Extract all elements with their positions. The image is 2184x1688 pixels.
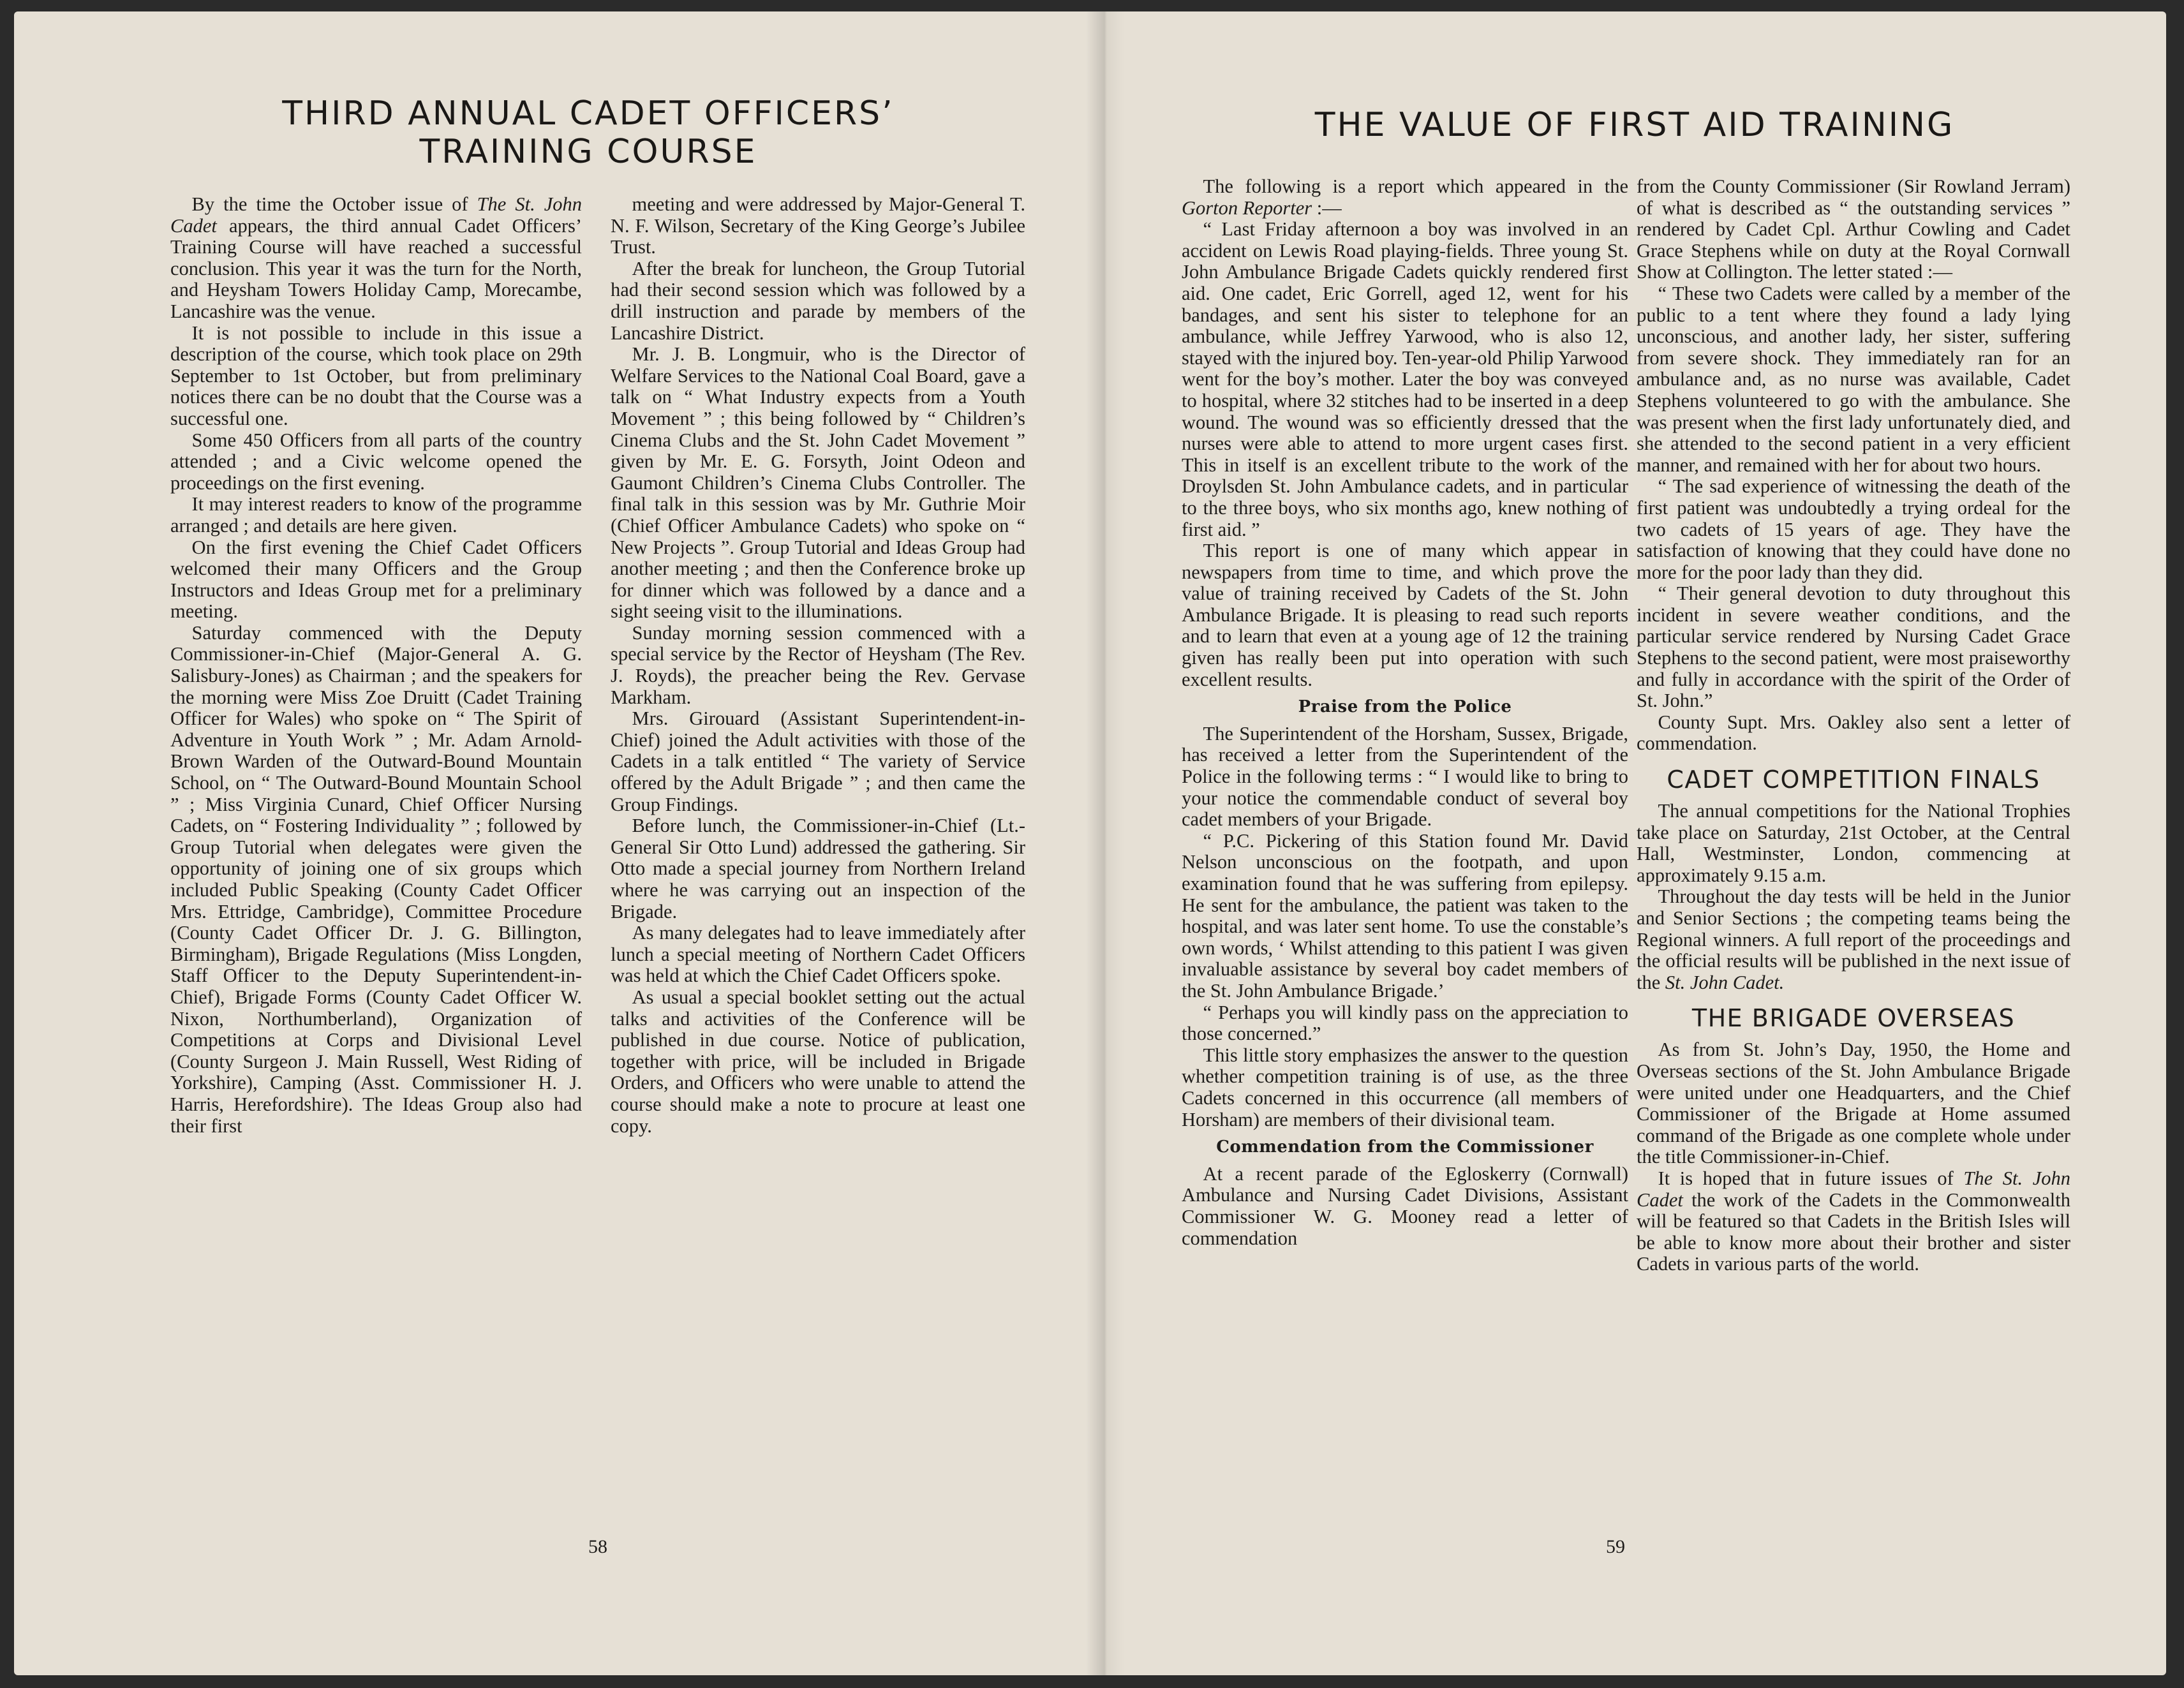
paragraph: “ Last Friday afternoon a boy was involved in an accident on Lewis Road playing-fields. Three young St. John Ambulance Brigade Cadets quickly rendered first aid. One cadet, Eric Gorrell, aged 12, went for his bandages, and sent his sister to telephone for an ambulance, while Jeffrey Yarwood, who is also 12, stayed with the injured boy. Ten-year-old Philip Yarwood went for the boy’s mother. Later the boy was conveyed to hospital, where 32 stitches had to be inserted in a deep wound. The wound was so efficiently dressed that the nurses were able to attend to more urgent cases first. This in itself is an excellent tribute to the work of the Droylsden St. John Ambulance cadets, and in particular to the three boys, who six months ago, knew nothing of first aid. ”: [1182, 218, 1628, 540]
right-page: [1102, 11, 2166, 1675]
paragraph: County Supt. Mrs. Oakley also sent a letter of commendation.: [1637, 711, 2070, 755]
section-heading: THE BRIGADE OVERSEAS: [1691, 1004, 2016, 1033]
right-page-title: THE VALUE OF FIRST AID TRAINING: [1314, 106, 1955, 144]
paragraph: Saturday commenced with the Deputy Commissioner-in-Chief (Major-General A. G. Salisbury-Jones) as Chairman ; and the speakers for the morning were Miss Zoe Druitt (Cadet Training Officer for Wales) who spoke on “ The Spirit of Adventure in Youth Work ” ; Mr. Adam Arnold-Brown Warden of the Outward-Bound Mountain School, on “ The Outward-Bound Mountain School ” ; Miss Virginia Cunard, Chief Officer Nursing Cadets, on “ Fostering Individuality ” ; followed by Group Tutorial when delegates were given the opportunity of joining one of six groups which included Public Speaking (County Cadet Officer Mrs. Ettridge, Cambridge), Committee Procedure (County Cadet Officer Dr. J. G. Billington, Birmingham), Brigade Regulations (Miss Longden, Staff Officer to the Deputy Superintendent-in-Chief), Brigade Forms (County Cadet Officer W. Nixon, Northumberland), Organization of Competitions at Corps and Divisional Level (County Surgeon J. Main Russell, West Riding of Yorkshire), Camping (Asst. Commissioner H. J. Harris, Herefordshire). The Ideas Group also had their first: [170, 621, 582, 1137]
paragraph: “ The sad experience of witnessing the death of the first patient was undoubtedly a trying ordeal for the two cadets of 15 years of age. They have the satisfaction of knowing that they could have done no more for the poor lady than they did.: [1637, 475, 2070, 583]
italic-title: The St. John Cadet: [170, 193, 583, 237]
paragraph: Some 450 Officers from all parts of the country attended ; and a Civic welcome opened the proceedings on the first evening.: [170, 429, 582, 494]
paragraph: At a recent parade of the Egloskerry (Cornwall) Ambulance and Nursing Cadet Divisions, Assistant Commissioner W. G. Mooney read a letter of commendation: [1182, 1162, 1628, 1249]
italic-title: Gorton Reporter: [1182, 196, 1312, 219]
section-heading: CADET COMPETITION FINALS: [1667, 766, 2040, 794]
left-title-line-1: THIRD ANNUAL CADET OFFICERS’: [282, 94, 895, 133]
subheading: Commendation from the Commissioner: [1216, 1137, 1594, 1157]
paragraph: The annual competitions for the National Trophies take place on Saturday, 21st October, at the Central Hall, Westminster, London, commencing at approximately 9.15 a.m.: [1637, 800, 2070, 886]
magazine-spread: [14, 11, 2166, 1675]
paragraph: Before lunch, the Commissioner-in-Chief (Lt.-General Sir Otto Lund) addressed the gathering. Sir Otto made a special journey from Northern Ireland where he was carrying out an inspection of the Brigade.: [611, 815, 1025, 922]
paragraph: “ Perhaps you will kindly pass on the appreciation to those concerned.”: [1182, 1001, 1628, 1045]
paragraph: This little story emphasizes the answer to the question whether competition training is of use, as the three Cadets concerned in this occurrence (all members of Horsham) are members of their divisional team.: [1182, 1044, 1628, 1130]
paragraph: meeting and were addressed by Major-General T. N. F. Wilson, Secretary of the King George’s Jubilee Trust.: [611, 193, 1025, 258]
left-title-line-2: TRAINING COURSE: [419, 133, 757, 171]
paragraph-continued: from the County Commissioner (Sir Rowland Jerram) of what is described as “ the outstanding services ” rendered by Cadet Cpl. Arthur Cowling and Cadet Grace Stephens while on duty at the Royal Cornwall Show at Collington. The letter stated :—: [1637, 175, 2070, 283]
paragraph: It is not possible to include in this issue a description of the course, which took place on 29th September to 1st October, but from preliminary notices there can be no doubt that the Course was a successful one.: [170, 322, 582, 429]
page-number-left: 58: [588, 1536, 607, 1557]
paragraph: It is hoped that in future issues of The St. John Cadet the work of the Cadets in the Commonwealth will be featured so that Cadets in the British Isles will be able to know more about their brother and sister Cadets in various parts of the world.: [1637, 1167, 2070, 1275]
paragraph: The following is a report which appeared in the Gorton Reporter :—: [1182, 175, 1628, 219]
paragraph: Sunday morning session commenced with a special service by the Rector of Heysham (The Rev. J. Royds), the preacher being the Rev. Gervase Markham.: [611, 621, 1025, 708]
italic-title: The St. John Cadet: [1637, 1167, 2070, 1211]
paragraph: On the first evening the Chief Cadet Officers welcomed their many Officers and the Group Instructors and Ideas Group met for a preliminary meeting.: [170, 536, 582, 623]
paragraph: As many delegates had to leave immediately after lunch a special meeting of Northern Cadet Officers was held at which the Chief Cadet Officers spoke.: [611, 922, 1025, 987]
subheading: Praise from the Police: [1298, 697, 1512, 717]
italic-title: St. John Cadet.: [1665, 971, 1785, 993]
right-column-2: [1637, 176, 2070, 1275]
left-column-1: [170, 194, 582, 1137]
paragraph: By the time the October issue of The St. John Cadet appears, the third annual Cadet Officers’ Training Course will have reached a successful conclusion. This year it was the turn for the North, and Heysham Towers Holiday Camp, Morecambe, Lancashire was the venue.: [170, 193, 583, 322]
right-column-1: [1182, 176, 1628, 1249]
paragraph: Mrs. Girouard (Assistant Superintendent-in-Chief) joined the Adult activities with those of the Cadets in a talk entitled “ The variety of Service offered by the Adult Brigade ” ; and then came the Group Findings.: [611, 707, 1025, 815]
left-page-title: [218, 94, 958, 171]
left-page: [14, 11, 1102, 1675]
paragraph: Mr. J. B. Longmuir, who is the Director of Welfare Services to the National Coal Board, gave a talk on “ What Industry expects from a Youth Movement ” ; this being followed by “ Children’s Cinema Clubs and the St. John Cadet Movement ” given by Mr. E. G. Forsyth, Joint Odeon and Gaumont Children’s Cinema Clubs Controller. The final talk in this session was by Mr. Guthrie Moir (Chief Officer Ambulance Cadets) who spoke on “ New Projects ”. Group Tutorial and Ideas Group had another meeting ; and then the Conference broke up for dinner which was followed by a dance and a sight seeing visit to the illuminations.: [611, 343, 1025, 623]
paragraph: After the break for luncheon, the Group Tutorial had their second session which was followed by a drill instruction and parade by members of the Lancashire District.: [611, 257, 1025, 344]
paragraph: “ Their general devotion to duty throughout this incident in severe weather conditions, and the particular service rendered by Nursing Cadet Grace Stephens to the second patient, were most praiseworthy and fully in accordance with the spirit of the Order of St. John.”: [1637, 582, 2070, 712]
paragraph: It may interest readers to know of the programme arranged ; and details are here given.: [170, 493, 582, 537]
paragraph: The Superintendent of the Horsham, Sussex, Brigade, has received a letter from the Superintendent of the Police in the following terms : “ I would like to bring to your notice the commendable conduct of several boy cadet members of your Brigade.: [1182, 722, 1628, 831]
paragraph: Throughout the day tests will be held in the Junior and Senior Sections ; the competing teams being the Regional winners. A full report of the proceedings and the official results will be published in the next issue of the St. John Cadet.: [1637, 885, 2070, 993]
paragraph: “ P.C. Pickering of this Station found Mr. David Nelson unconscious on the footpath, and upon examination found that he was suffering from epilepsy. He sent for the ambulance, the patient was taken to the hospital, and was later sent home. To use the constable’s own words, ‘ Whilst attending to this patient I was given invaluable assistance by several boy cadet members of the St. John Ambulance Brigade.’: [1182, 829, 1628, 1002]
paragraph: As usual a special booklet setting out the actual talks and activities of the Conference will be published in due course. Notice of publication, together with price, will be included in Brigade Orders, and Officers who were unable to attend the course should make a note to procure at least one copy.: [611, 986, 1025, 1137]
paragraph: This report is one of many which appear in newspapers from time to time, and which prove the value of training received by Cadets of the St. John Ambulance Brigade. It is pleasing to read such reports and to learn that even at a young age of 12 the training given has really been put into operation with such excellent results.: [1182, 540, 1628, 690]
paragraph: As from St. John’s Day, 1950, the Home and Overseas sections of the St. John Ambulance Brigade were united under one Headquarters, and the Chief Commissioner of the Brigade at Home assumed command of the Brigade as one complete whole under the title Commissioner-in-Chief.: [1637, 1039, 2070, 1168]
page-number-right: 59: [1606, 1536, 1625, 1557]
paragraph: “ These two Cadets were called by a member of the public to a tent where they found a lady lying unconscious, and another lady, her sister, suffering from severe shock. They immediately ran for an ambulance and, as no nurse was available, Cadet Stephens volunteered to go with the ambulance. She was present when the first lady unfortunately died, and she attended to the second patient in a very efficient manner, and remained with her for about two hours.: [1637, 282, 2070, 476]
left-column-2: [611, 194, 1025, 1137]
